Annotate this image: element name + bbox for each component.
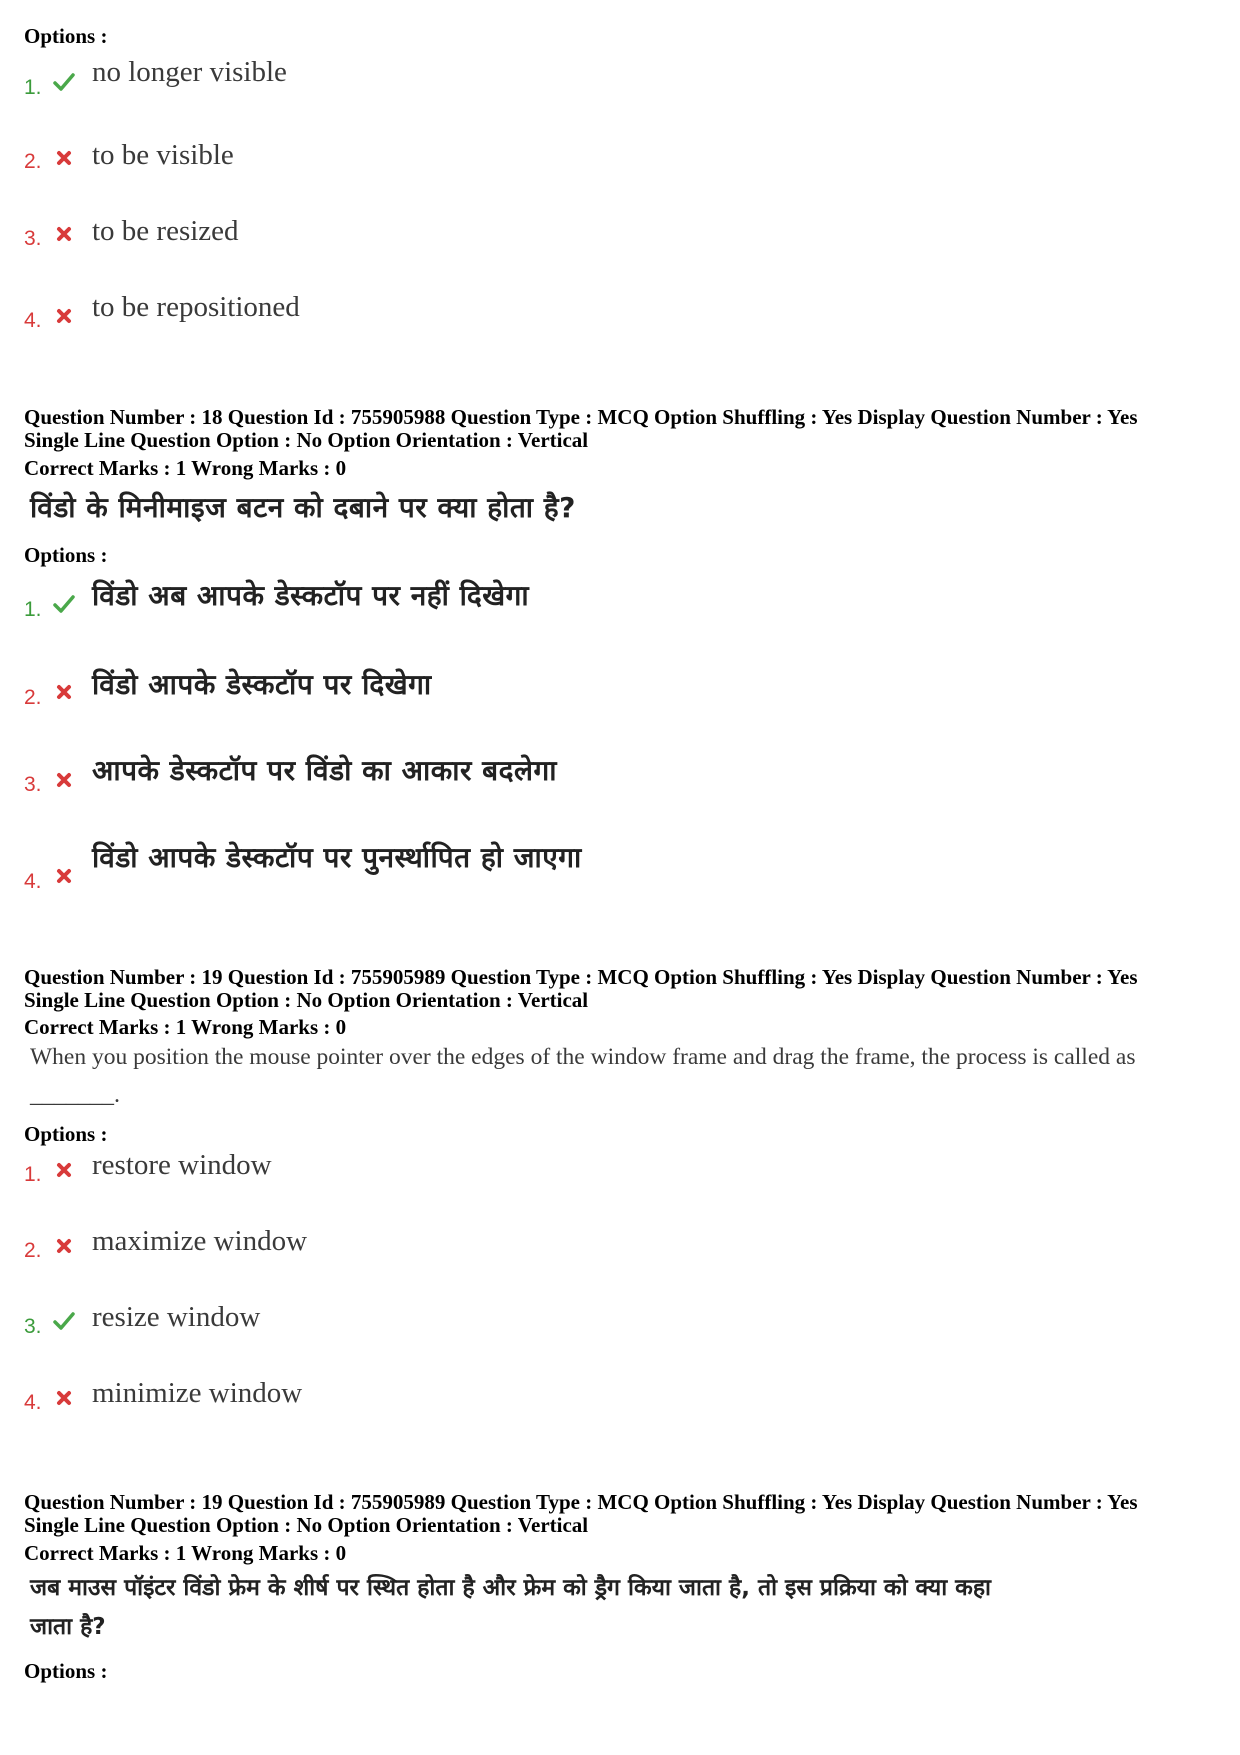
option-text: to be resized <box>92 215 239 247</box>
option-number: 1. <box>24 1163 42 1186</box>
cross-icon <box>52 304 76 328</box>
cross-icon <box>52 768 76 792</box>
option-number: 2. <box>24 1239 42 1262</box>
question-text: विंडो के मिनीमाइज बटन को दबाने पर क्या होता है? <box>30 491 576 524</box>
option-number: 4. <box>24 309 42 332</box>
option-number: 2. <box>24 150 42 173</box>
cross-icon <box>52 146 76 170</box>
cross-icon <box>52 680 76 704</box>
options-label: Options : <box>24 1659 108 1683</box>
question-marks: Correct Marks : 1 Wrong Marks : 0 <box>24 1015 347 1039</box>
option-text: no longer visible <box>92 56 287 88</box>
question-meta-line1: Question Number : 18 Question Id : 755905988 Question Type : MCQ Option Shuffling : Yes Display Question Number : Yes <box>24 405 1138 429</box>
option-number: 4. <box>24 870 42 893</box>
option-number: 2. <box>24 686 42 709</box>
cross-icon <box>52 864 76 888</box>
question-meta-line1: Question Number : 19 Question Id : 755905989 Question Type : MCQ Option Shuffling : Yes Display Question Number : Yes <box>24 1490 1138 1514</box>
question-meta-line2: Single Line Question Option : No Option Orientation : Vertical <box>24 1513 589 1537</box>
question-meta-line1: Question Number : 19 Question Id : 755905989 Question Type : MCQ Option Shuffling : Yes Display Question Number : Yes <box>24 965 1138 989</box>
option-text: minimize window <box>92 1377 303 1409</box>
cross-icon <box>52 1158 76 1182</box>
option-text: to be visible <box>92 139 234 171</box>
question-text: जब माउस पॉइंटर विंडो फ्रेम के शीर्ष पर स्थित होता है और फ्रेम को ड्रैग किया जाता है, तो इस प्रक्रिया को क्या कहा <box>30 1575 991 1601</box>
options-label: Options : <box>24 24 108 48</box>
question-meta-line2: Single Line Question Option : No Option Orientation : Vertical <box>24 428 589 452</box>
options-label: Options : <box>24 1122 108 1146</box>
option-number: 4. <box>24 1391 42 1414</box>
check-icon <box>52 592 76 616</box>
option-text: विंडो आपके डेस्कटॉप पर पुनर्स्थापित हो जाएगा <box>92 841 582 874</box>
option-number: 3. <box>24 1315 42 1338</box>
option-number: 1. <box>24 598 42 621</box>
question-marks: Correct Marks : 1 Wrong Marks : 0 <box>24 1541 347 1565</box>
cross-icon <box>52 222 76 246</box>
option-number: 1. <box>24 76 42 99</box>
question-text-continued: जाता है? <box>30 1614 106 1640</box>
option-text: to be repositioned <box>92 291 300 323</box>
question-meta-line2: Single Line Question Option : No Option Orientation : Vertical <box>24 988 589 1012</box>
option-number: 3. <box>24 773 42 796</box>
options-label: Options : <box>24 543 108 567</box>
check-icon <box>52 1309 76 1333</box>
option-text: restore window <box>92 1149 272 1181</box>
question-marks: Correct Marks : 1 Wrong Marks : 0 <box>24 456 347 480</box>
option-text: विंडो आपके डेस्कटॉप पर दिखेगा <box>92 668 432 701</box>
cross-icon <box>52 1234 76 1258</box>
option-text: आपके डेस्कटॉप पर विंडो का आकार बदलेगा <box>92 754 558 787</box>
option-text: resize window <box>92 1301 261 1333</box>
question-text: When you position the mouse pointer over the edges of the window frame and drag the frame, the process is called as <box>30 1044 1136 1070</box>
option-text: maximize window <box>92 1225 308 1257</box>
option-text: विंडो अब आपके डेस्कटॉप पर नहीं दिखेगा <box>92 579 530 612</box>
option-number: 3. <box>24 227 42 250</box>
cross-icon <box>52 1386 76 1410</box>
check-icon <box>52 70 76 94</box>
question-text-blank: _______. <box>30 1082 120 1108</box>
